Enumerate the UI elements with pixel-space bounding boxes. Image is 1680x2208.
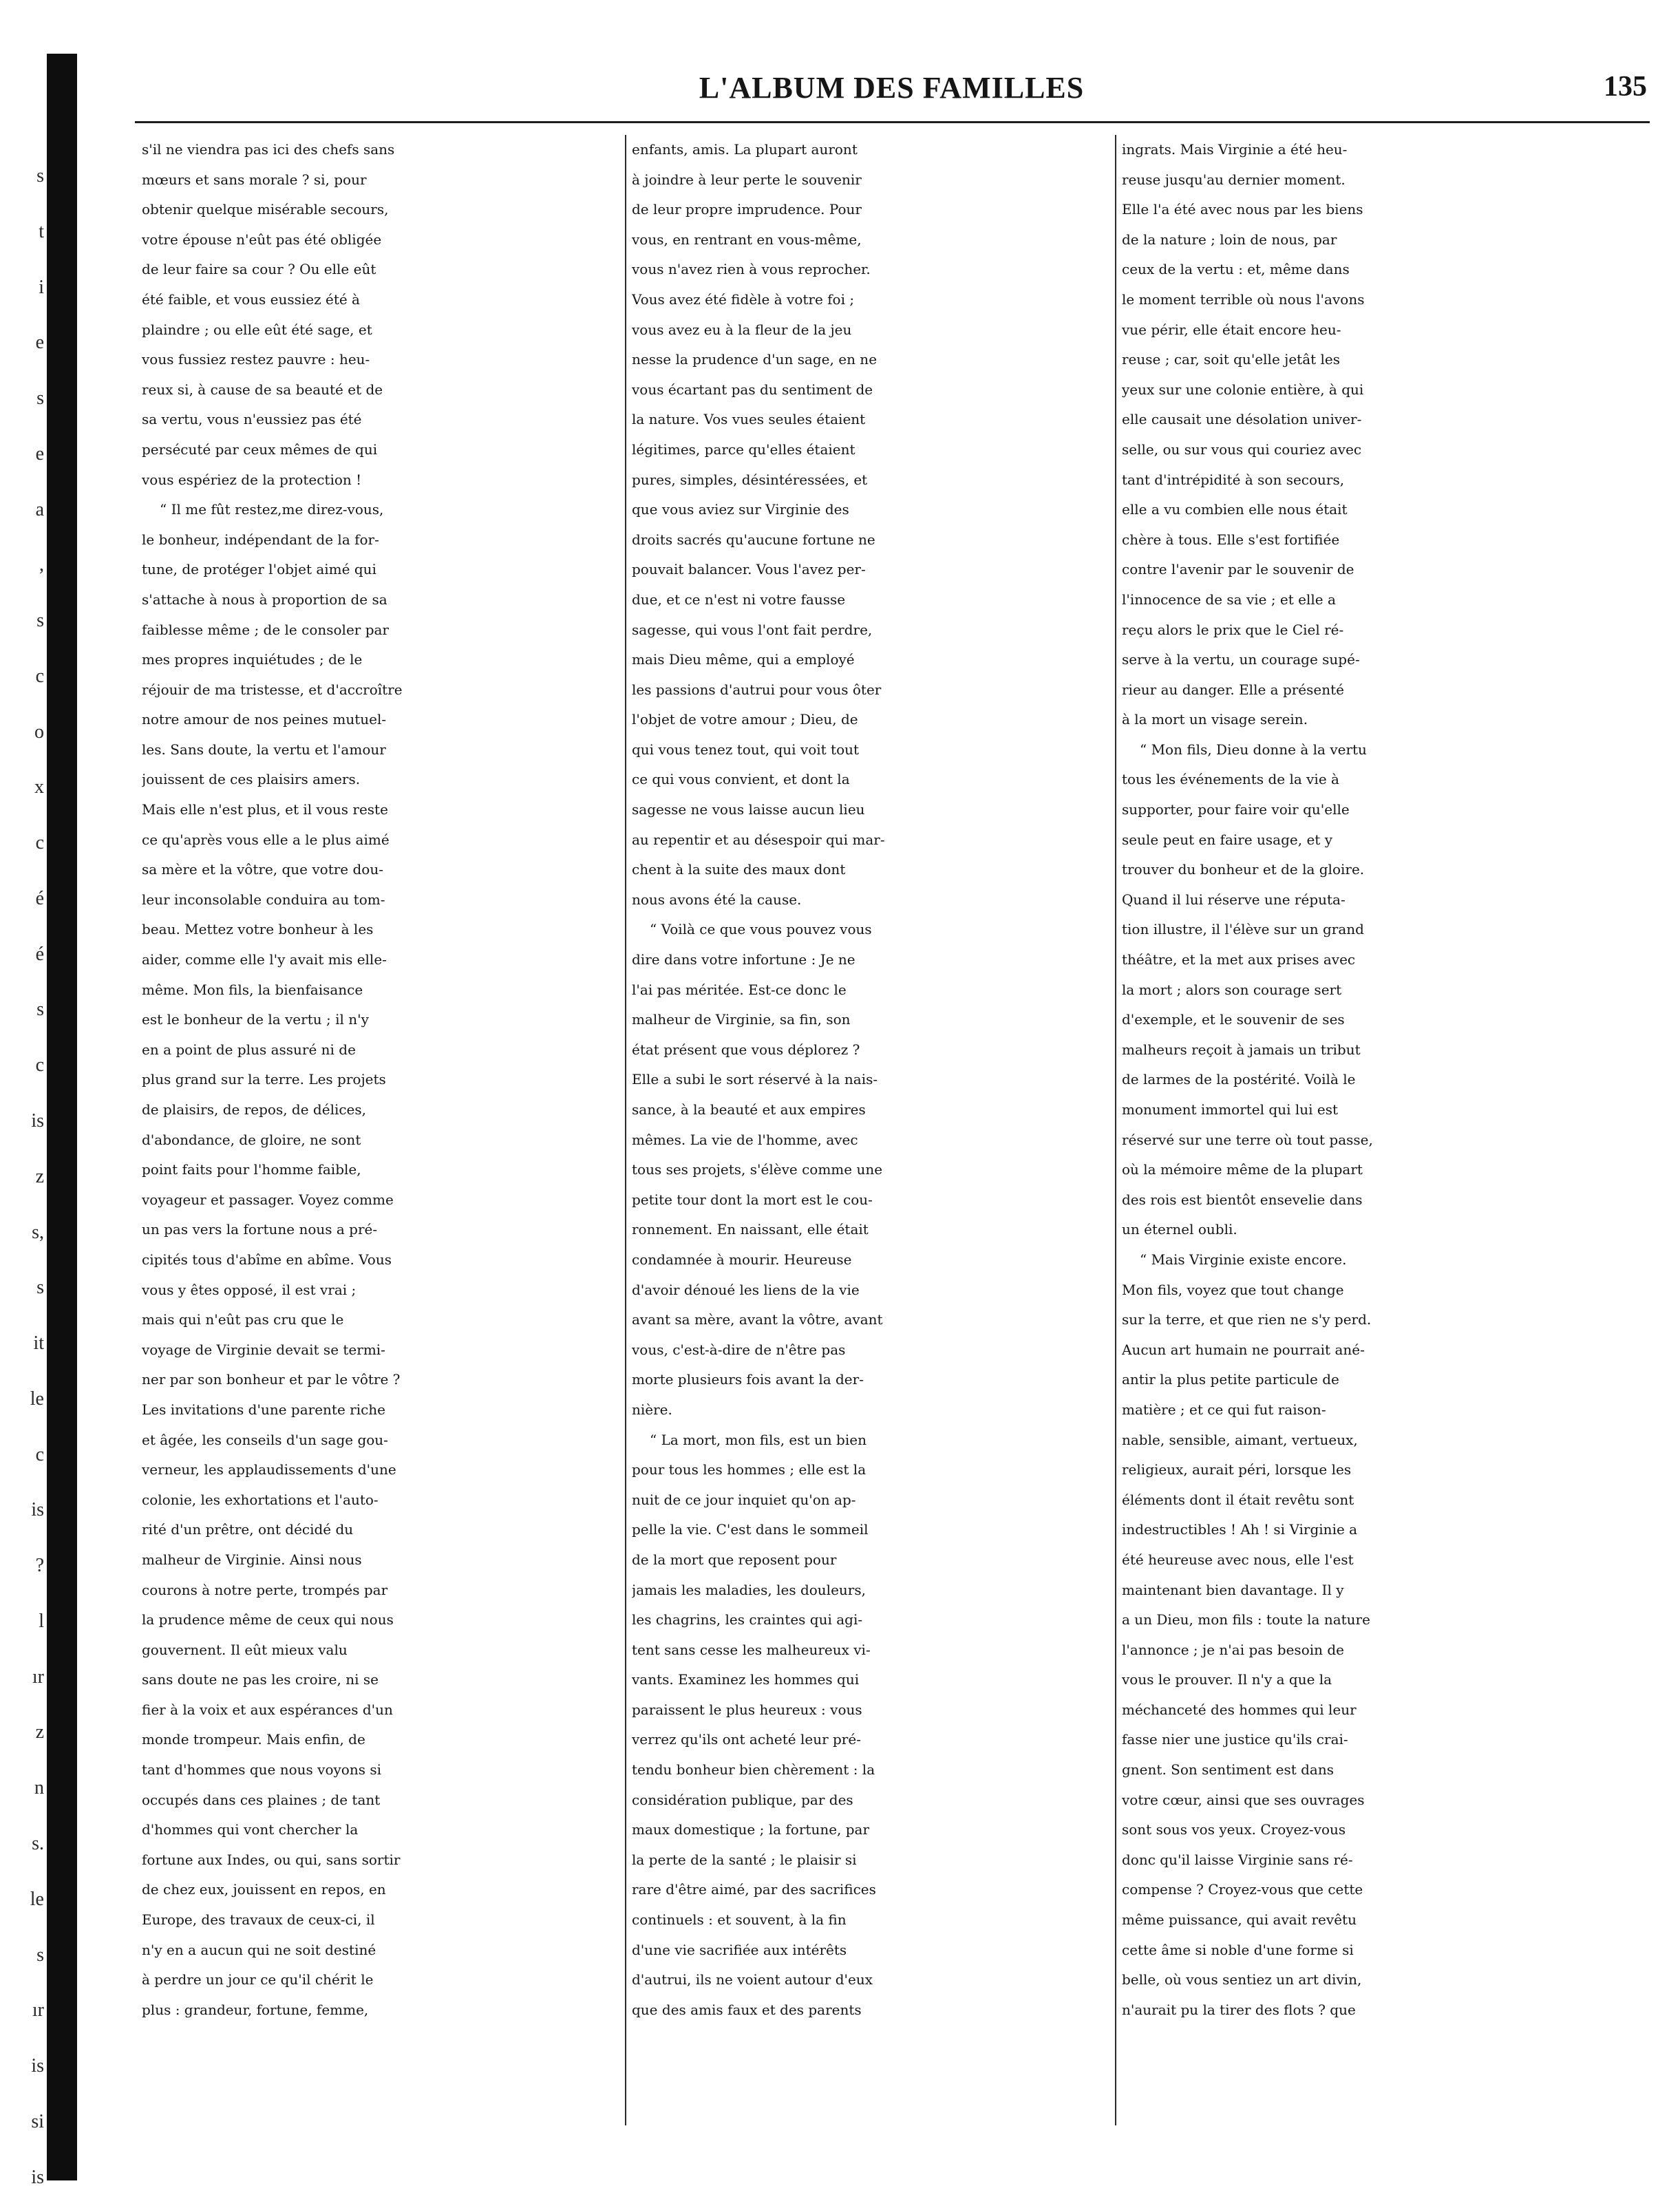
- text-columns: [135, 135, 1650, 2125]
- text-line: plus grand sur la terre. Les projets: [142, 1071, 386, 1088]
- text-line: été heureuse avec nous, elle l'est: [1122, 1551, 1354, 1568]
- text-line: point faits pour l'homme faible,: [142, 1161, 361, 1178]
- text-line: vous y êtes opposé, il est vrai ;: [142, 1281, 357, 1298]
- margin-fragment: s: [36, 1277, 44, 1299]
- text-line: la nature. Vos vues seules étaient: [632, 411, 866, 428]
- text-line: a un Dieu, mon fils : toute la nature: [1122, 1611, 1370, 1628]
- text-line: au repentir et au désespoir qui mar-: [632, 831, 885, 848]
- margin-fragment: z: [35, 1721, 44, 1743]
- text-line: de la nature ; loin de nous, par: [1122, 231, 1337, 248]
- text-line: elle causait une désolation univer-: [1122, 411, 1362, 428]
- text-line: ner par son bonheur et par le vôtre ?: [142, 1371, 401, 1388]
- text-line: pour tous les hommes ; elle est la: [632, 1461, 866, 1478]
- margin-fragment: s.: [32, 1832, 44, 1854]
- text-line: tant d'intrépidité à son secours,: [1122, 471, 1345, 488]
- text-line: l'objet de votre amour ; Dieu, de: [632, 711, 858, 728]
- text-line: elle a vu combien elle nous était: [1122, 501, 1348, 518]
- margin-fragment: i: [39, 276, 44, 298]
- text-line: monument immortel qui lui est: [1122, 1101, 1339, 1118]
- text-line: cette âme si noble d'une forme si: [1122, 1941, 1354, 1958]
- text-line: voyageur et passager. Voyez comme: [142, 1191, 394, 1208]
- text-line: jamais les maladies, les douleurs,: [632, 1581, 866, 1598]
- column-2: [632, 135, 1109, 2125]
- text-line: Elle l'a été avec nous par les biens: [1122, 201, 1363, 218]
- text-line: compense ? Croyez-vous que cette: [1122, 1881, 1363, 1898]
- margin-fragment: s: [36, 165, 44, 187]
- text-line: chère à tous. Elle s'est fortifiée: [1122, 531, 1340, 548]
- text-line: seule peut en faire usage, et y: [1122, 831, 1332, 848]
- text-line: en a point de plus assuré ni de: [142, 1041, 356, 1058]
- text-line: chent à la suite des maux dont: [632, 861, 846, 878]
- text-line: fortune aux Indes, ou qui, sans sortir: [142, 1851, 401, 1868]
- margin-fragment: it: [33, 1333, 44, 1355]
- text-line: gouvernent. Il eût mieux valu: [142, 1641, 348, 1658]
- binding-edge: [47, 54, 77, 2180]
- text-line: monde trompeur. Mais enfin, de: [142, 1731, 365, 1748]
- text-line: un pas vers la fortune nous a pré-: [142, 1221, 378, 1238]
- text-line: supporter, pour faire voir qu'elle: [1122, 801, 1350, 818]
- text-line: “ Mais Virginie existe encore.: [1140, 1251, 1347, 1268]
- text-line: donc qu'il laisse Virginie sans ré-: [1122, 1851, 1353, 1868]
- text-line: colonie, les exhortations et l'auto-: [142, 1491, 379, 1508]
- text-line: beau. Mettez votre bonheur à les: [142, 921, 374, 938]
- text-line: de leur propre imprudence. Pour: [632, 201, 862, 218]
- margin-fragment: é: [35, 943, 44, 965]
- text-line: reçu alors le prix que le Ciel ré-: [1122, 621, 1344, 638]
- margin-fragment: x: [34, 776, 44, 798]
- margin-fragment: c: [35, 832, 44, 854]
- left-margin-fragments: [6, 165, 44, 2189]
- text-line: tous ses projets, s'élève comme une: [632, 1161, 883, 1178]
- text-line: même. Mon fils, la bienfaisance: [142, 981, 363, 998]
- text-line: Mon fils, voyez que tout change: [1122, 1281, 1344, 1298]
- text-line: nière.: [632, 1401, 672, 1418]
- text-line: paraissent le plus heureux : vous: [632, 1701, 862, 1718]
- margin-fragment: é: [35, 887, 44, 909]
- text-line: condamnée à mourir. Heureuse: [632, 1251, 852, 1268]
- text-line: vous avez eu à la fleur de la jeu: [632, 321, 852, 338]
- text-line: “ Il me fût restez,me direz-vous,: [160, 501, 384, 518]
- text-line: d'une vie sacrifiée aux intérêts: [632, 1941, 847, 1958]
- text-line: n'aurait pu la tirer des flots ? que: [1122, 2001, 1356, 2018]
- margin-fragment: is: [31, 2166, 44, 2188]
- text-line: l'annonce ; je n'ai pas besoin de: [1122, 1641, 1345, 1658]
- text-line: éléments dont il était revêtu sont: [1122, 1491, 1354, 1508]
- text-line: vous espériez de la protection !: [142, 471, 362, 488]
- text-line: qui vous tenez tout, qui voit tout: [632, 741, 860, 758]
- text-line: sa mère et la vôtre, que votre dou-: [142, 861, 383, 878]
- text-line: que vous aviez sur Virginie des: [632, 501, 849, 518]
- margin-fragment: e: [35, 332, 44, 354]
- text-line: leur inconsolable conduira au tom-: [142, 891, 385, 908]
- text-line: verrez qu'ils ont acheté leur pré-: [632, 1731, 861, 1748]
- text-line: ingrats. Mais Virginie a été heu-: [1122, 141, 1348, 158]
- text-line: obtenir quelque misérable secours,: [142, 201, 389, 218]
- text-line: reuse ; car, soit qu'elle jetât les: [1122, 351, 1341, 368]
- text-line: tune, de protéger l'objet aimé qui: [142, 561, 376, 578]
- text-line: les passions d'autrui pour vous ôter: [632, 681, 882, 698]
- text-line: ce qu'après vous elle a le plus aimé: [142, 831, 390, 848]
- text-line: “ La mort, mon fils, est un bien: [650, 1431, 866, 1448]
- text-line: les chagrins, les craintes qui agi-: [632, 1611, 863, 1628]
- text-line: Aucun art humain ne pourrait ané-: [1122, 1341, 1365, 1358]
- text-line: plus : grandeur, fortune, femme,: [142, 2001, 369, 2018]
- column-3: [1122, 135, 1624, 2125]
- text-line: d'exemple, et le souvenir de ses: [1122, 1011, 1345, 1028]
- text-line: mais Dieu même, qui a employé: [632, 651, 855, 668]
- text-line: Quand il lui réserve une réputa-: [1122, 891, 1346, 908]
- text-line: de leur faire sa cour ? Ou elle eût: [142, 261, 376, 278]
- margin-fragment: s: [36, 388, 44, 410]
- text-line: théâtre, et la met aux prises avec: [1122, 951, 1356, 968]
- text-line: l'innocence de sa vie ; et elle a: [1122, 591, 1336, 608]
- margin-fragment: o: [34, 721, 44, 743]
- text-line: malheur de Virginie, sa fin, son: [632, 1011, 851, 1028]
- text-line: méchanceté des hommes qui leur: [1122, 1701, 1357, 1718]
- text-line: vous fussiez restez pauvre : heu-: [142, 351, 370, 368]
- text-line: à la mort un visage serein.: [1122, 711, 1308, 728]
- text-line: nous avons été la cause.: [632, 891, 802, 908]
- text-line: de chez eux, jouissent en repos, en: [142, 1881, 386, 1898]
- text-line: sont sous vos yeux. Croyez-vous: [1122, 1821, 1346, 1838]
- text-line: vants. Examinez les hommes qui: [632, 1671, 860, 1688]
- text-line: occupés dans ces plaines ; de tant: [142, 1791, 381, 1808]
- text-line: notre amour de nos peines mutuel-: [142, 711, 387, 728]
- text-line: yeux sur une colonie entière, à qui: [1122, 381, 1364, 398]
- margin-fragment: z: [35, 1165, 44, 1187]
- text-line: Elle a subi le sort réservé à la nais-: [632, 1071, 878, 1088]
- text-line: à joindre à leur perte le souvenir: [632, 171, 862, 188]
- margin-fragment: ,: [39, 554, 44, 576]
- text-line: mes propres inquiétudes ; de le: [142, 651, 363, 668]
- text-line: nuit de ce jour inquiet qu'on ap-: [632, 1491, 856, 1508]
- margin-fragment: is: [31, 2055, 44, 2077]
- margin-fragment: l: [39, 1610, 44, 1632]
- text-line: sagesse, qui vous l'ont fait perdre,: [632, 621, 873, 638]
- text-line: votre cœur, ainsi que ses ouvrages: [1122, 1791, 1365, 1808]
- margin-fragment: n: [34, 1777, 44, 1799]
- margin-fragment: ır: [32, 1666, 44, 1688]
- text-line: été faible, et vous eussiez été à: [142, 290, 360, 308]
- text-line: où la mémoire même de la plupart: [1122, 1161, 1363, 1178]
- text-line: tous les événements de la vie à: [1122, 771, 1339, 788]
- margin-fragment: is: [31, 1110, 44, 1132]
- text-line: que des amis faux et des parents: [632, 2001, 862, 2018]
- text-line: courons à notre perte, trompés par: [142, 1581, 388, 1598]
- text-line: votre épouse n'eût pas été obligée: [142, 231, 382, 248]
- text-line: un éternel oubli.: [1122, 1221, 1237, 1238]
- text-line: la perte de la santé ; le plaisir si: [632, 1851, 857, 1868]
- text-line: rare d'être aimé, par des sacrifices: [632, 1881, 876, 1898]
- text-line: Europe, des travaux de ceux-ci, il: [142, 1911, 375, 1929]
- text-line: belle, où vous sentiez un art divin,: [1122, 1971, 1362, 1988]
- text-line: “ Voilà ce que vous pouvez vous: [650, 921, 872, 938]
- text-line: les. Sans doute, la vertu et l'amour: [142, 741, 386, 758]
- text-line: nable, sensible, aimant, vertueux,: [1122, 1431, 1358, 1448]
- text-line: pures, simples, désintéressées, et: [632, 471, 868, 488]
- margin-fragment: le: [30, 1888, 44, 1910]
- text-line: maux domestique ; la fortune, par: [632, 1821, 870, 1838]
- text-line: vous n'avez rien à vous reprocher.: [632, 261, 871, 278]
- text-line: vous, c'est-à-dire de n'être pas: [632, 1341, 846, 1358]
- text-line: indestructibles ! Ah ! si Virginie a: [1122, 1521, 1358, 1538]
- text-line: n'y en a aucun qui ne soit destiné: [142, 1941, 376, 1958]
- text-line: vous, en rentrant en vous-même,: [632, 231, 862, 248]
- text-line: due, et ce n'est ni votre fausse: [632, 591, 846, 608]
- text-line: s'attache à nous à proportion de sa: [142, 591, 387, 608]
- text-line: rieur au danger. Elle a présenté: [1122, 681, 1344, 698]
- margin-fragment: s: [36, 999, 44, 1021]
- margin-fragment: is: [31, 1499, 44, 1521]
- text-line: rité d'un prêtre, ont décidé du: [142, 1521, 354, 1538]
- text-line: vue périr, elle était encore heu-: [1122, 321, 1341, 338]
- text-line: voyage de Virginie devait se termi-: [142, 1341, 385, 1358]
- text-line: selle, ou sur vous qui couriez avec: [1122, 440, 1362, 458]
- text-line: jouissent de ces plaisirs amers.: [142, 771, 361, 788]
- text-line: persécuté par ceux mêmes de qui: [142, 440, 378, 458]
- text-line: des rois est bientôt ensevelie dans: [1122, 1191, 1363, 1208]
- text-line: et âgée, les conseils d'un sage gou-: [142, 1431, 388, 1448]
- text-line: cipités tous d'abîme en abîme. Vous: [142, 1251, 392, 1268]
- text-line: continuels : et souvent, à la fin: [632, 1911, 847, 1929]
- margin-fragment: s,: [32, 1221, 44, 1243]
- text-line: “ Mon fils, Dieu donne à la vertu: [1140, 741, 1367, 758]
- text-line: verneur, les applaudissements d'une: [142, 1461, 396, 1478]
- text-line: sance, à la beauté et aux empires: [632, 1101, 866, 1118]
- text-line: contre l'avenir par le souvenir de: [1122, 561, 1354, 578]
- text-line: dire dans votre infortune : Je ne: [632, 951, 855, 968]
- margin-fragment: si: [31, 2110, 44, 2132]
- margin-fragment: ır: [32, 1999, 44, 2021]
- text-line: tion illustre, il l'élève sur un grand: [1122, 921, 1364, 938]
- margin-fragment: s: [36, 1944, 44, 1966]
- text-line: mêmes. La vie de l'homme, avec: [632, 1131, 858, 1148]
- text-line: s'il ne viendra pas ici des chefs sans: [142, 141, 395, 158]
- text-line: même puissance, qui avait revêtu: [1122, 1911, 1357, 1929]
- text-line: vous écartant pas du sentiment de: [632, 381, 873, 398]
- text-line: est le bonheur de la vertu ; il n'y: [142, 1011, 369, 1028]
- text-line: la mort ; alors son courage sert: [1122, 981, 1342, 998]
- margin-fragment: c: [35, 1443, 44, 1465]
- text-line: réjouir de ma tristesse, et d'accroître: [142, 681, 403, 698]
- margin-fragment: e: [35, 443, 44, 465]
- text-line: petite tour dont la mort est le cou-: [632, 1191, 873, 1208]
- text-line: ronnement. En naissant, elle était: [632, 1221, 869, 1238]
- column-rule: [625, 135, 626, 2125]
- text-line: légitimes, parce qu'elles étaient: [632, 440, 855, 458]
- text-line: sa vertu, vous n'eussiez pas été: [142, 411, 362, 428]
- text-line: Vous avez été fidèle à votre foi ;: [632, 290, 855, 308]
- text-line: matière ; et ce qui fut raison-: [1122, 1401, 1326, 1418]
- text-line: gnent. Son sentiment est dans: [1122, 1761, 1334, 1779]
- text-line: mœurs et sans morale ? si, pour: [142, 171, 367, 188]
- page-number: 135: [1604, 71, 1647, 103]
- column-rule: [1115, 135, 1116, 2125]
- text-line: réservé sur une terre où tout passe,: [1122, 1131, 1373, 1148]
- text-line: reuse jusqu'au dernier moment.: [1122, 171, 1346, 188]
- text-line: pouvait balancer. Vous l'avez per-: [632, 561, 866, 578]
- text-line: la prudence même de ceux qui nous: [142, 1611, 394, 1628]
- page-header: [131, 66, 1652, 114]
- text-line: enfants, amis. La plupart auront: [632, 141, 858, 158]
- text-line: plaindre ; ou elle eût été sage, et: [142, 321, 372, 338]
- text-line: tant d'hommes que nous voyons si: [142, 1761, 381, 1779]
- text-line: maintenant bien davantage. Il y: [1122, 1581, 1344, 1598]
- text-line: à perdre un jour ce qu'il chérit le: [142, 1971, 374, 1988]
- text-line: tendu bonheur bien chèrement : la: [632, 1761, 875, 1779]
- text-line: l'ai pas méritée. Est-ce donc le: [632, 981, 847, 998]
- header-rule: [135, 121, 1650, 123]
- text-line: morte plusieurs fois avant la der-: [632, 1371, 864, 1388]
- text-line: tent sans cesse les malheureux vi-: [632, 1641, 871, 1658]
- text-line: ceux de la vertu : et, même dans: [1122, 261, 1350, 278]
- text-line: faiblesse même ; de le consoler par: [142, 621, 389, 638]
- text-line: droits sacrés qu'aucune fortune ne: [632, 531, 875, 548]
- text-line: trouver du bonheur et de la gloire.: [1122, 861, 1365, 878]
- margin-fragment: c: [35, 665, 44, 687]
- margin-fragment: s: [36, 610, 44, 632]
- text-line: considération publique, par des: [632, 1791, 853, 1808]
- text-line: religieux, aurait péri, lorsque les: [1122, 1461, 1352, 1478]
- text-line: de larmes de la postérité. Voilà le: [1122, 1071, 1356, 1088]
- text-line: Les invitations d'une parente riche: [142, 1401, 386, 1418]
- text-line: ce qui vous convient, et dont la: [632, 771, 850, 788]
- text-line: le moment terrible où nous l'avons: [1122, 290, 1365, 308]
- margin-fragment: ?: [35, 1555, 44, 1577]
- text-line: malheurs reçoit à jamais un tribut: [1122, 1041, 1361, 1058]
- text-line: le bonheur, indépendant de la for-: [142, 531, 379, 548]
- text-line: Mais elle n'est plus, et il vous reste: [142, 801, 388, 818]
- text-line: nesse la prudence d'un sage, en ne: [632, 351, 878, 368]
- text-line: d'autrui, ils ne voient autour d'eux: [632, 1971, 873, 1988]
- text-line: fier à la voix et aux espérances d'un: [142, 1701, 393, 1718]
- margin-fragment: c: [35, 1054, 44, 1076]
- text-line: pelle la vie. C'est dans le sommeil: [632, 1521, 869, 1538]
- text-line: mais qui n'eût pas cru que le: [142, 1311, 344, 1328]
- text-line: vous le prouver. Il n'y a que la: [1122, 1671, 1332, 1688]
- text-line: fasse nier une justice qu'ils crai-: [1122, 1731, 1348, 1748]
- column-1: [142, 135, 619, 2125]
- text-line: sans doute ne pas les croire, ni se: [142, 1671, 379, 1688]
- text-line: malheur de Virginie. Ainsi nous: [142, 1551, 362, 1568]
- text-line: de plaisirs, de repos, de délices,: [142, 1101, 367, 1118]
- text-line: avant sa mère, avant la vôtre, avant: [632, 1311, 883, 1328]
- margin-fragment: a: [35, 498, 44, 520]
- running-title: L'ALBUM DES FAMILLES: [699, 71, 1085, 105]
- margin-fragment: le: [30, 1388, 44, 1410]
- text-line: reux si, à cause de sa beauté et de: [142, 381, 383, 398]
- text-line: état présent que vous déplorez ?: [632, 1041, 860, 1058]
- text-line: sagesse ne vous laisse aucun lieu: [632, 801, 865, 818]
- text-line: de la mort que reposent pour: [632, 1551, 837, 1568]
- text-line: serve à la vertu, un courage supé-: [1122, 651, 1360, 668]
- text-line: d'abondance, de gloire, ne sont: [142, 1131, 361, 1148]
- text-line: antir la plus petite particule de: [1122, 1371, 1339, 1388]
- text-line: d'hommes qui vont chercher la: [142, 1821, 359, 1838]
- text-line: d'avoir dénoué les liens de la vie: [632, 1281, 860, 1298]
- text-line: sur la terre, et que rien ne s'y perd.: [1122, 1311, 1372, 1328]
- text-line: aider, comme elle l'y avait mis elle-: [142, 951, 387, 968]
- margin-fragment: t: [39, 220, 44, 242]
